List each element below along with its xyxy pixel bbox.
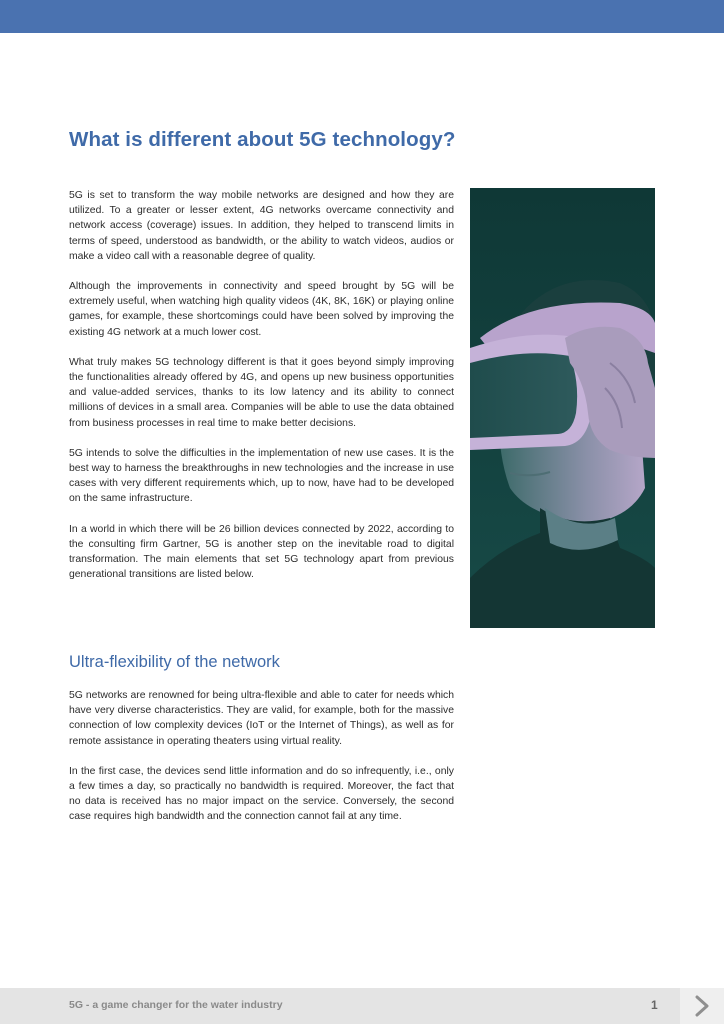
- footer-title: 5G - a game changer for the water industry: [69, 999, 283, 1011]
- next-page-button[interactable]: [680, 988, 724, 1024]
- section-paragraph-2: In the first case, the devices send little information and do so infrequently, i.e., only a few times a day, so practically no bandwidth is required. Moreover, the fact that no data is received has no major impact on the service. Conversely, the second case requires high bandwidth and the connection cannot fail at any time.: [69, 765, 454, 823]
- page-title: What is different about 5G technology?: [69, 128, 456, 151]
- paragraph-4: 5G intends to solve the difficulties in the implementation of new use cases. It is the best way to harness the breakthroughs in new technologies and the increase in use cases with very different requirements which, up to now, have had to be developed on the same infrastructure.: [69, 447, 454, 505]
- paragraph-5: In a world in which there will be 26 billion devices connected by 2022, according to the consulting firm Gartner, 5G is another step on the inevitable road to digital transformation. The main elements that set 5G technology apart from previous generational transitions are listed below.: [69, 523, 454, 581]
- paragraph-3: What truly makes 5G technology different is that it goes beyond simply improving the functionalities already offered by 4G, and opens up new business opportunities and value-added services, thanks to its low latency and its ability to connect millions of devices in a small area. Companies will be able to use the data obtained from business processes in real time to make better decisions.: [69, 356, 454, 429]
- footer-bar: [0, 988, 680, 1024]
- paragraph-2: Although the improvements in connectivity and speed brought by 5G will be extremely useful, when watching high quality videos (4K, 8K, 16K) or playing online games, for example, these shortcomings could have been solved by improving the existing 4G network at a much lower cost.: [69, 281, 454, 338]
- vr-headset-photo: [470, 188, 655, 628]
- chevron-right-icon: [680, 988, 724, 1024]
- top-banner: [0, 0, 724, 33]
- intro-text-column: [69, 188, 454, 582]
- page-number: 1: [651, 998, 658, 1012]
- section-text-column: [69, 688, 454, 825]
- paragraph-1: 5G is set to transform the way mobile networks are designed and how they are utilized. To a greater or lesser extent, 4G networks overcame connectivity and network access (coverage) issues. In addition, they helped to transcend limits in terms of speed, understood as bandwidth, or the ability to watch videos, audios or make a video call with a reasonable degree of quality.: [69, 190, 454, 262]
- section-heading: Ultra-flexibility of the network: [69, 653, 280, 671]
- section-paragraph-1: 5G networks are renowned for being ultra-flexible and able to cater for needs which have very diverse characteristics. They are valid, for example, both for the massive connection of low complexity devices (IoT or the Internet of Things), as well as for remote assistance in operating theaters using virtual reality.: [69, 690, 454, 747]
